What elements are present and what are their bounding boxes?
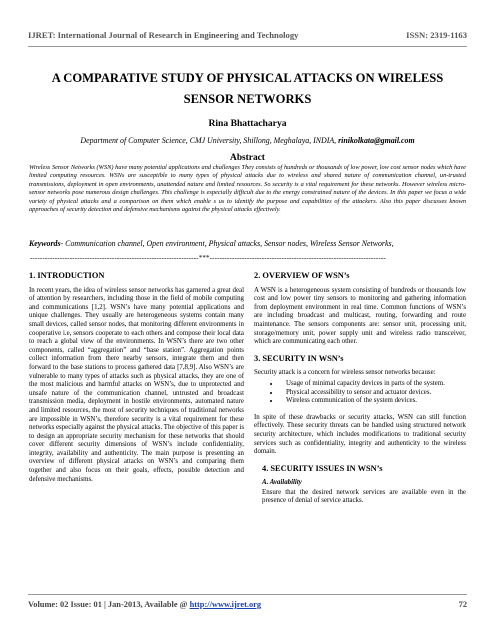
- bullet-item: • Wireless communication of the system devices.: [280, 397, 466, 406]
- issn: ISSN: 2319-1163: [406, 30, 467, 40]
- journal-header: [28, 30, 467, 40]
- author-email[interactable]: rinikolkata@gmail.com: [338, 136, 415, 145]
- security-intro: Security attack is a concern for wireless sensor networks because:: [254, 369, 436, 377]
- keywords: [29, 239, 466, 248]
- title-line-1: A COMPARATIVE STUDY OF PHYSICAL ATTACKS ON WIRELESS: [51, 71, 444, 85]
- overview-heading: 2. OVERVIEW OF WSN’s: [254, 271, 350, 280]
- intro-heading: 1. INTRODUCTION: [29, 271, 105, 280]
- author-name: Rina Bhattacharya: [208, 118, 287, 129]
- security-heading: 3. SECURITY IN WSN’s: [254, 353, 344, 363]
- issues-heading: 4. SECURITY ISSUES IN WSN’s: [262, 463, 383, 473]
- right-column: [254, 272, 466, 514]
- header-rule: [28, 46, 467, 47]
- abstract-heading: Abstract: [230, 153, 265, 163]
- footer-volume-text: Volume: 02 Issue: 01 | Jan-2013, Available @: [28, 600, 190, 609]
- journal-link[interactable]: http://www.ijret.org: [189, 600, 262, 609]
- intro-text: In recent years, the idea of wireless sensor networks has garnered a great deal of attention by researchers, including those in the field of mobile computing and communications [1,2]. WSN’s have many potential applications and unique challenges. They usually are heterogeneous systems contain many small devices, called sensor nodes, that monitoring different environments in cooperative i.e, sensors cooperate to each others and compose their local data to reach a global view of the environments. In WSN’s there are two other components, called “aggregation” and “base station”. Aggregation points collect information from there nearby sensors, integrate them and then forward to the base stations to process gathered data [7,8,9]. Also WSN’s are vulnerable to many types of attacks such as physical attacks, they are one of the most malicious and harmful attacks on WSN’s, due to unprotected and unsafe nature of the communication channel, untrusted and broadcast transmission media, deployment in hostile environments, automated nature and limited resources, the most of security techniques of traditional networks are impossible in WSN’s, therefore security is a vital requirement for these networks especially against the physical attacks. The objective of this paper is to design an appropriate security mechanism for these networks that should cover different security dimensions of WSN’s include confidentiality, integrity, availability and authenticity. The main purpose is presenting an overview of different physical attacks on WSN’s and comparing them together and also focus on their goals, effects, possible detection and defensive mechanisms.: [29, 286, 244, 483]
- title-line-2: SENSOR NETWORKS: [183, 92, 312, 106]
- paper-title: [24, 68, 471, 110]
- availability-text: Ensure that the desired network services are available even in the presence of denial of service attacks.: [262, 488, 466, 505]
- bullet-item: • Physical accessibility to sensor and actuator devices.: [280, 389, 466, 398]
- page-number: 72: [458, 600, 467, 609]
- overview-text: A WSN is a heterogeneous system consisting of hundreds or thousands low cost and low power tiny sensors to monitoring and gathering information from deployment environment in real time. Common functions of WSN’s are including broadcast and multicast, routing, forwarding and route maintenance. The sensors components are: sensor unit, processing unit, storage/memory unit, power supply unit and wireless radio transceiver, which are communicating each other.: [254, 286, 466, 346]
- journal-name: IJRET: International Journal of Research in Engineering and Technology: [28, 30, 299, 40]
- footer-volume: [28, 600, 261, 609]
- keywords-label: Keywords-: [29, 239, 64, 248]
- abstract-text: Wireless Sensor Networks (WSN) have many potential applications and challenges They consists of hundreds or thousands of low power, low cost sensor nodes which have limited computing resources. WSNs are susceptible to many types of physical attacks due to wireless and shared nature of communication channel, un-trusted transmissions, deployment in open environments, unattended nature and limited resources. So security is a vital requirement for these networks. However wireless micro-sensor networks pose numerous design challenges. This challenge is especially difficult due to the energy constrained nature of the devices. In this paper we focus a wide variety of physical attacks and a comparison on them which enable s us to identify the purpose and capabilities of the attackers. Also this paper discusses known approaches of security detection and defensive mechanisms against the physical attacks effectively.: [29, 164, 466, 214]
- affiliation: [24, 136, 471, 145]
- availability-subheading: A. Availability: [262, 479, 302, 487]
- keywords-text: Communication channel, Open environment, Physical attacks, Sensor nodes, Wireless Sensor Networks,: [63, 239, 394, 248]
- footer-rule: [28, 594, 467, 595]
- page-footer: [28, 600, 467, 609]
- affiliation-text: Department of Computer Science, CMJ University, Shillong, Meghalaya, INDIA,: [80, 136, 339, 145]
- security-bullet-list: [254, 380, 466, 406]
- left-column: [29, 272, 244, 492]
- bullet-item: • Usage of minimal capacity devices in parts of the system.: [280, 380, 466, 389]
- security-text: In spite of these drawbacks or security attacks, WSN can still function effectively. These security threats can be handled using structured network security architecture, which includes modifications to traditional security services such as confidentiality, integrity and authenticity to the wireless domain.: [254, 413, 466, 456]
- section-divider: --------------------------------------------------------------------***-----------------------------------------------------------------------: [30, 254, 386, 262]
